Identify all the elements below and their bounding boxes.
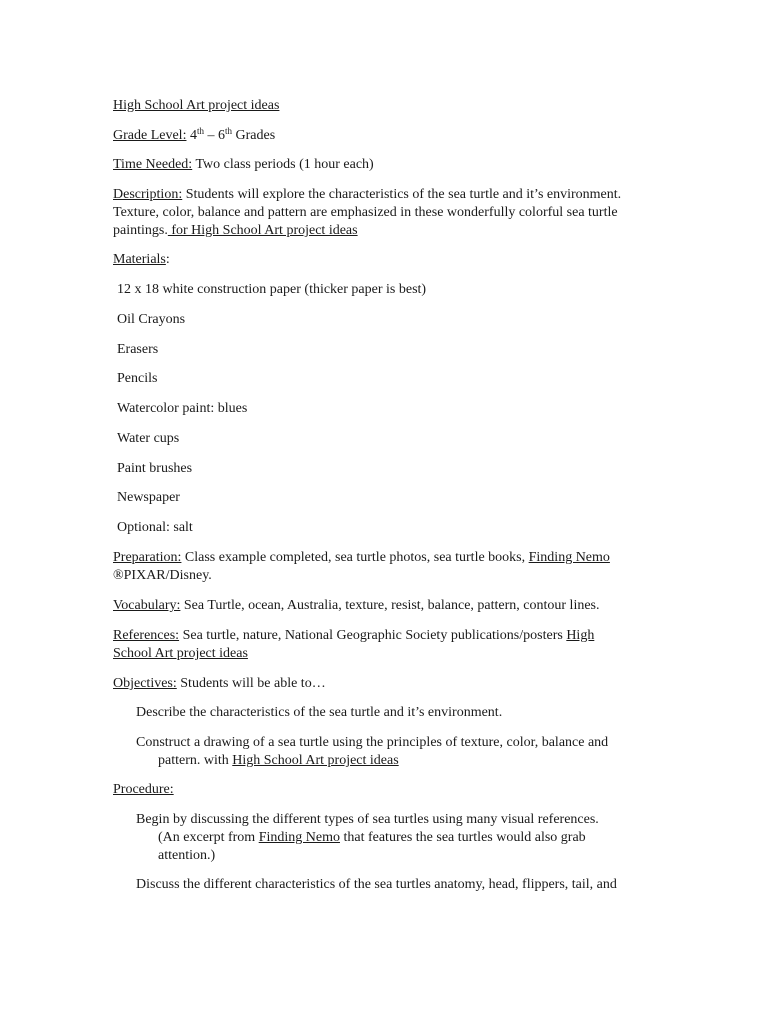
materials-colon: : <box>165 252 170 267</box>
procedure-item-continuation: attention.) <box>158 848 216 863</box>
time-needed-value: Two class periods (1 hour each) <box>192 157 374 172</box>
grade-suffix: Grades <box>232 128 276 143</box>
finding-nemo-reference[interactable]: Finding Nemo <box>258 830 340 845</box>
material-item: 12 x 18 white construction paper (thicker paper is best) <box>117 282 427 297</box>
materials-heading <box>113 251 170 269</box>
time-needed-label: Time Needed: <box>113 157 193 172</box>
materials-label: Materials <box>113 252 166 267</box>
vocabulary-text: Sea Turtle, ocean, Australia, texture, resist, balance, pattern, contour lines. <box>180 598 600 613</box>
title-text: High School Art project ideas <box>113 98 280 113</box>
procedure-item <box>136 876 656 894</box>
grade-from: 4th <box>189 126 204 143</box>
references-link-end[interactable]: School Art project ideas <box>113 646 248 661</box>
objective-item-continuation: pattern. with High School Art project ideas <box>158 753 399 768</box>
objective-link[interactable]: High School Art project ideas <box>232 753 399 768</box>
grade-level-line <box>113 127 275 145</box>
vocabulary-label: Vocabulary: <box>113 598 181 613</box>
material-item: Paint brushes <box>117 461 193 476</box>
procedure-item-continuation: (An excerpt from Finding Nemo that features the sea turtles would also grab <box>158 830 586 845</box>
procedure-item <box>136 811 656 865</box>
description-label: Description: <box>113 187 183 202</box>
references-link-start[interactable]: High <box>566 628 595 643</box>
description-paragraph <box>113 186 653 240</box>
grade-to: 6th <box>217 126 232 143</box>
references-text: Sea turtle, nature, National Geographic Society publications/posters <box>179 628 567 643</box>
material-item: Oil Crayons <box>117 312 186 327</box>
preparation-text: Class example completed, sea turtle photos, sea turtle books, <box>181 550 529 565</box>
material-item: Optional: salt <box>117 520 193 535</box>
references-label: References: <box>113 628 180 643</box>
preparation-label: Preparation: <box>113 550 182 565</box>
grade-dash: – <box>203 128 218 143</box>
objective-item-line: Construct a drawing of a sea turtle using the principles of texture, color, balance and <box>136 735 609 750</box>
procedure-heading <box>113 781 174 799</box>
material-item: Pencils <box>117 371 158 386</box>
finding-nemo-link[interactable]: Finding Nemo <box>528 550 610 565</box>
objectives-text: Students will be able to… <box>176 676 326 691</box>
material-item: Water cups <box>117 431 180 446</box>
objectives-line <box>113 675 326 693</box>
references-paragraph <box>113 627 653 663</box>
objective-item <box>136 734 656 770</box>
time-needed-line <box>113 156 374 174</box>
material-item: Watercolor paint: blues <box>117 401 248 416</box>
document-title <box>113 97 279 115</box>
objective-item: Describe the characteristics of the sea turtle and it’s environment. <box>136 705 503 720</box>
preparation-paragraph <box>113 549 653 585</box>
material-item: Newspaper <box>117 490 180 505</box>
procedure-label: Procedure: <box>113 782 174 797</box>
vocabulary-line <box>113 597 600 615</box>
procedure-item-line: Begin by discussing the different types of sea turtles using many visual references. <box>136 812 599 827</box>
material-item: Erasers <box>117 342 159 357</box>
grade-level-label: Grade Level: <box>113 128 187 143</box>
procedure-item-line: Discuss the different characteristics of the sea turtles anatomy, head, flippers, tail, and <box>136 877 617 892</box>
objectives-label: Objectives: <box>113 676 177 691</box>
description-text: Students will explore the characteristics of the sea turtle and it’s environment. Texture, color, balance and pattern are emphasized in these wonderfully colorful sea turtle paintings. <box>113 187 622 238</box>
preparation-tail: ®PIXAR/Disney. <box>113 568 212 583</box>
description-link[interactable]: for High School Art project ideas <box>167 223 358 238</box>
